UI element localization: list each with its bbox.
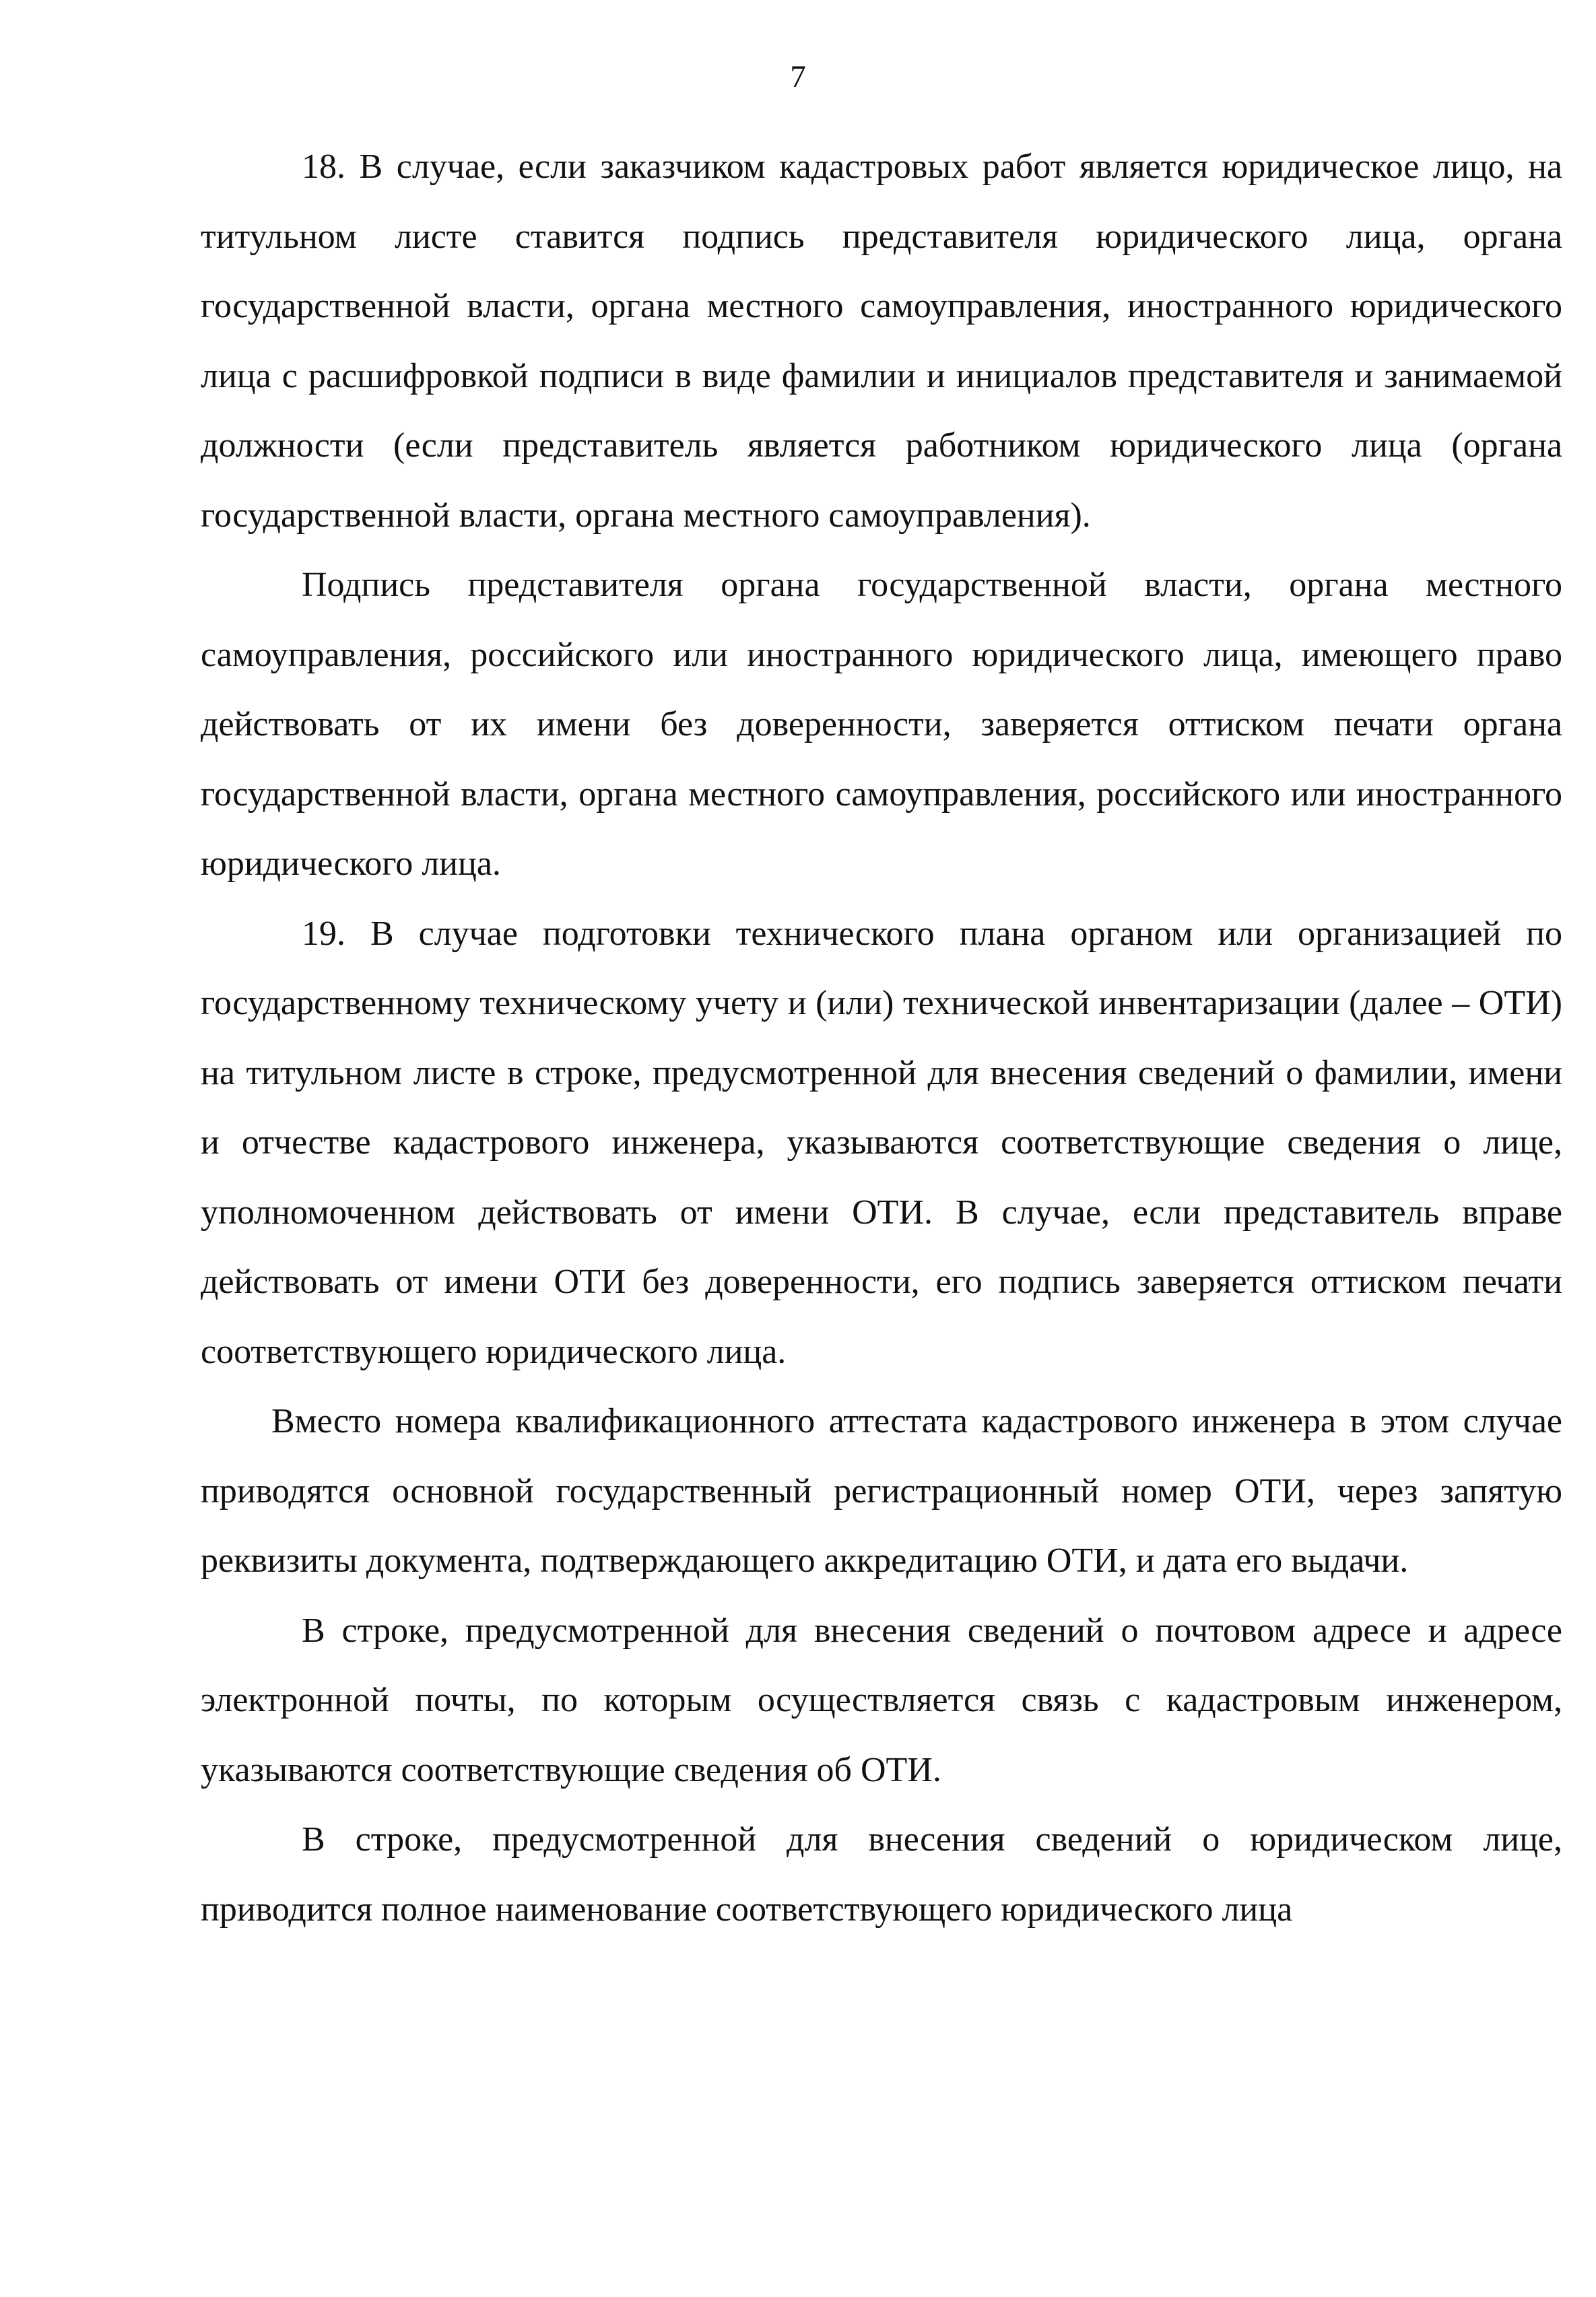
paragraph-legal-entity: В строке, предусмотренной для внесения сведений о юридическом лице, приводится полное наименование соответствующего юридического лица [201, 1820, 1562, 1929]
paragraph-18: 18. В случае, если заказчиком кадастровых работ является юридическое лицо, на титульном листе ставится подпись представителя юридического лица, органа государственной власти, органа местного самоуправления, иностранного юридического лица с расшифровкой подписи в виде фамилии и инициалов представителя и занимаемой должности (если представитель является работником юридического лица (органа государственной власти, органа местного самоуправления). [201, 147, 1562, 535]
document-body [201, 132, 1562, 1944]
paragraph-signature-seal: Подпись представителя органа государственной власти, органа местного самоуправления, российского или иностранного юридического лица, имеющего право действовать от их имени без доверенности, заверяется оттиском печати органа государственной власти, органа местного самоуправления, российского или иностранного юридического лица. [201, 566, 1562, 883]
paragraph-registration-number: Вместо номера квалификационного аттестата кадастрового инженера в этом случае приводятся основной государственный регистрационный номер ОТИ, через запятую реквизиты документа, подтверждающего аккредитацию ОТИ, и дата его выдачи. [201, 1402, 1562, 1580]
paragraph-19: 19. В случае подготовки технического плана органом или организацией по государственному техническому учету и (или) технической инвентаризации (далее – ОТИ) на титульном листе в строке, предусмотренной для внесения сведений о фамилии, имени и отчестве кадастрового инженера, указываются соответствующие сведения о лице, уполномоченном действовать от имени ОТИ. В случае, если представитель вправе действовать от имени ОТИ без доверенности, его подпись заверяется оттиском печати соответствующего юридического лица. [201, 914, 1562, 1371]
paragraph-postal-address: В строке, предусмотренной для внесения сведений о почтовом адресе и адресе электронной почты, по которым осуществляется связь с кадастровым инженером, указываются соответствующие сведения об ОТИ. [201, 1611, 1562, 1789]
page-number: 7 [790, 59, 806, 94]
